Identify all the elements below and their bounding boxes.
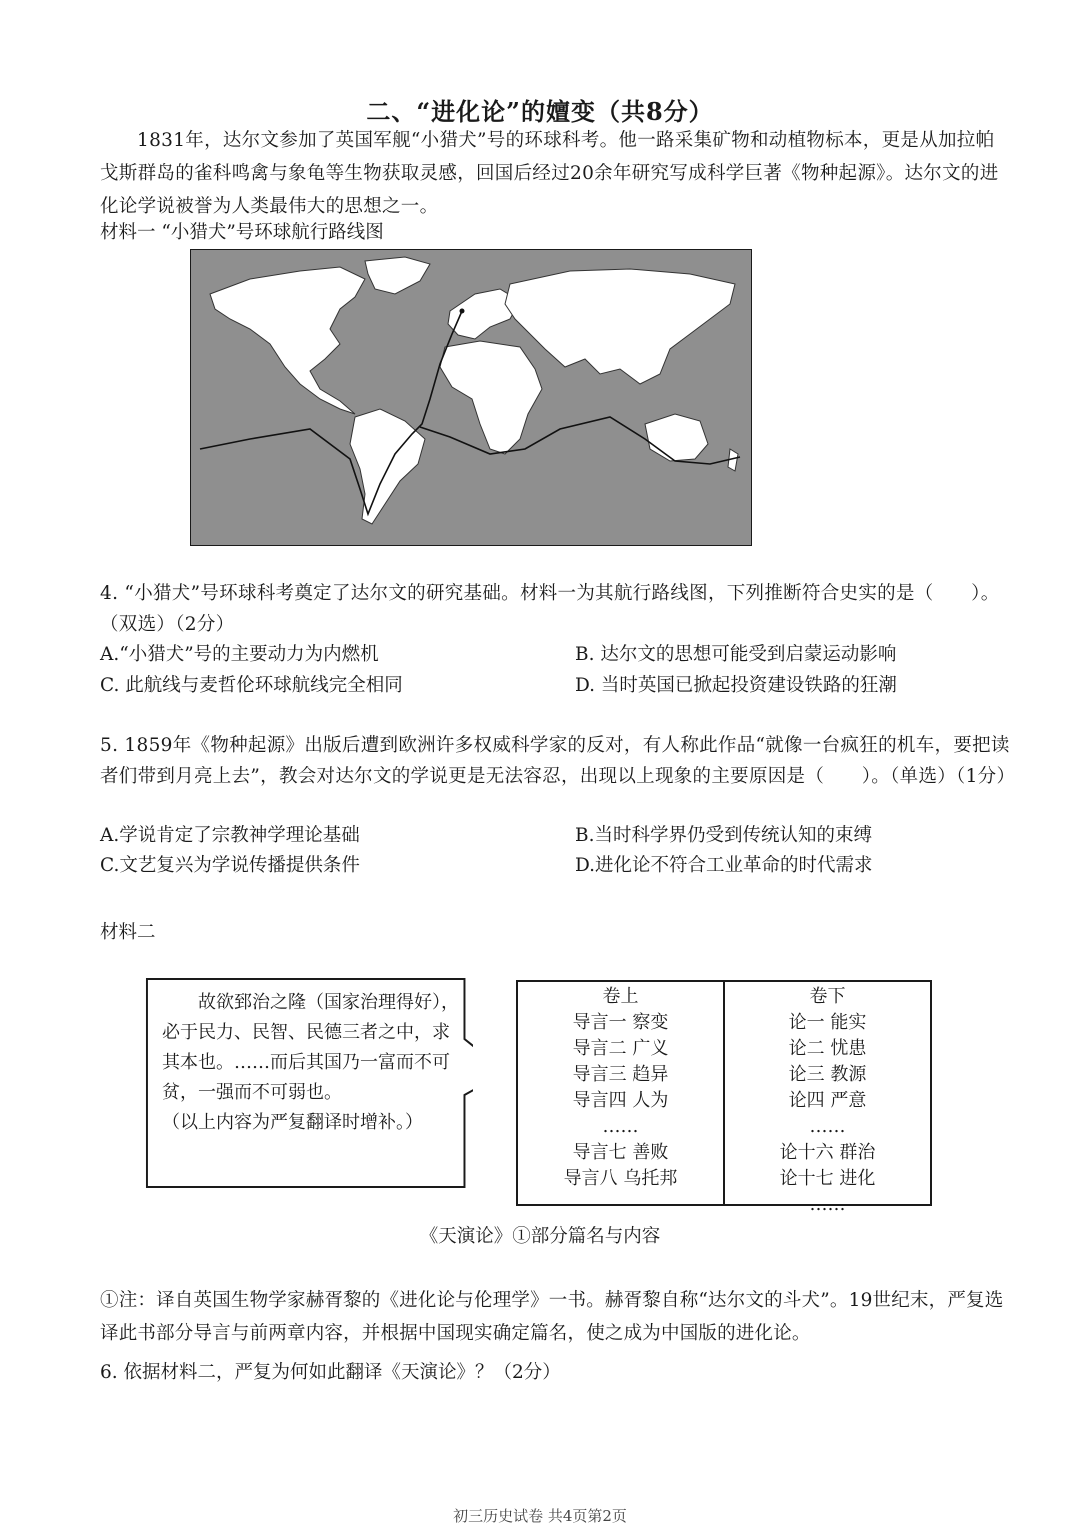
toc-left-item: 导言七 善败 bbox=[572, 1142, 669, 1163]
toc-left-item: 导言三 趋异 bbox=[572, 1064, 669, 1085]
material2-title: 材料二 bbox=[100, 922, 156, 943]
figure-caption: 《天演论》①部分篇名与内容 bbox=[419, 1226, 661, 1247]
toc-right-item: 论二 忧患 bbox=[788, 1038, 867, 1059]
toc-right-item: …… bbox=[809, 1116, 846, 1137]
question-5-stem: 5. 1859年《物种起源》出版后遭到欧洲许多权威科学家的反对，有人称此作品“就像一台疯狂的机车，要把读者们带到月亮上去”，教会对达尔文的学说更是无法容忍，出现以上现象的主要原因是（ ）。（单选）（1分） bbox=[100, 735, 1016, 787]
section-title: 二、“进化论”的嬗变（共8分） bbox=[366, 97, 714, 126]
intro-paragraph: 1831年，达尔文参加了英国军舰“小猎犬”号的环球科考。他一路采集矿物和动植物标本，更是从加拉帕戈斯群岛的雀科鸣禽与象龟等生物获取灵感，回国后经过20余年研究写成科学巨著《物种起源》。达尔文的进化论学说被誉为人类最伟大的思想之一。 bbox=[100, 130, 999, 217]
tianyanlun-toc bbox=[516, 980, 932, 1215]
material1-title: 材料一 “小猎犬”号环球航行路线图 bbox=[100, 222, 384, 243]
bubble-quote: 故欲郅治之隆（国家治理得好），必于民力、民智、民德三者之中，求其本也。……而后其国乃一富而不可贫，一强而不可弱也。 bbox=[162, 992, 459, 1103]
toc-left-item: 导言四 人为 bbox=[572, 1090, 669, 1111]
toc-right-item: 论十六 群治 bbox=[779, 1142, 876, 1163]
page-footer: 初三历史试卷 共4页第2页 bbox=[453, 1507, 627, 1525]
voyage-route-map bbox=[190, 249, 752, 546]
q5-option-a: A.学说肯定了宗教神学理论基础 bbox=[100, 825, 360, 846]
toc-right-item: 论一 能实 bbox=[788, 1012, 867, 1033]
q5-option-b: B.当时科学界仍受到传统认知的束缚 bbox=[575, 825, 872, 846]
q4-option-b: B. 达尔文的思想可能受到启蒙运动影响 bbox=[575, 644, 897, 665]
bubble-text bbox=[162, 988, 462, 1138]
q4-option-d: D. 当时英国已掀起投资建设铁路的狂潮 bbox=[575, 675, 897, 696]
toc-right-item: 论十七 进化 bbox=[779, 1168, 876, 1189]
toc-left-item: …… bbox=[602, 1116, 639, 1137]
q4-option-a: A.“小猎犬”号的主要动力为内燃机 bbox=[100, 644, 379, 665]
toc-left-item: 导言二 广义 bbox=[572, 1038, 669, 1059]
route-start-marker bbox=[460, 309, 465, 314]
toc-right-item: 论三 教源 bbox=[788, 1064, 867, 1085]
toc-left-header: 卷上 bbox=[602, 986, 639, 1007]
toc-left-column bbox=[518, 984, 723, 1192]
toc-left-item: 导言八 乌托邦 bbox=[563, 1168, 678, 1189]
question-4-stem: 4. “小猎犬”号环球科考奠定了达尔文的研究基础。材料一为其航行路线图，下列推断符合史实的是（ ）。（双选）（2分） bbox=[100, 583, 1000, 635]
toc-right-item: 论四 严意 bbox=[788, 1090, 867, 1111]
q5-option-c: C.文艺复兴为学说传播提供条件 bbox=[100, 855, 360, 876]
question-6-stem: 6. 依据材料二，严复为何如此翻译《天演论》？（2分） bbox=[100, 1362, 561, 1383]
toc-right-header: 卷下 bbox=[809, 986, 846, 1007]
toc-right-item: …… bbox=[809, 1194, 846, 1215]
bubble-note: （以上内容为严复翻译时增补。） bbox=[162, 1112, 423, 1133]
footnote: ①注：译自英国生物学家赫胥黎的《进化论与伦理学》一书。赫胥黎自称“达尔文的斗犬”。19世纪末，严复选译此书部分导言与前两章内容，并根据中国现实确定篇名，使之成为中国版的进化论。 bbox=[100, 1290, 1004, 1344]
q5-option-d: D.进化论不符合工业革命的时代需求 bbox=[575, 855, 873, 876]
toc-left-item: 导言一 察变 bbox=[572, 1012, 669, 1033]
toc-right-column bbox=[725, 984, 930, 1218]
q4-option-c: C. 此航线与麦哲伦环球航线完全相同 bbox=[100, 675, 403, 696]
